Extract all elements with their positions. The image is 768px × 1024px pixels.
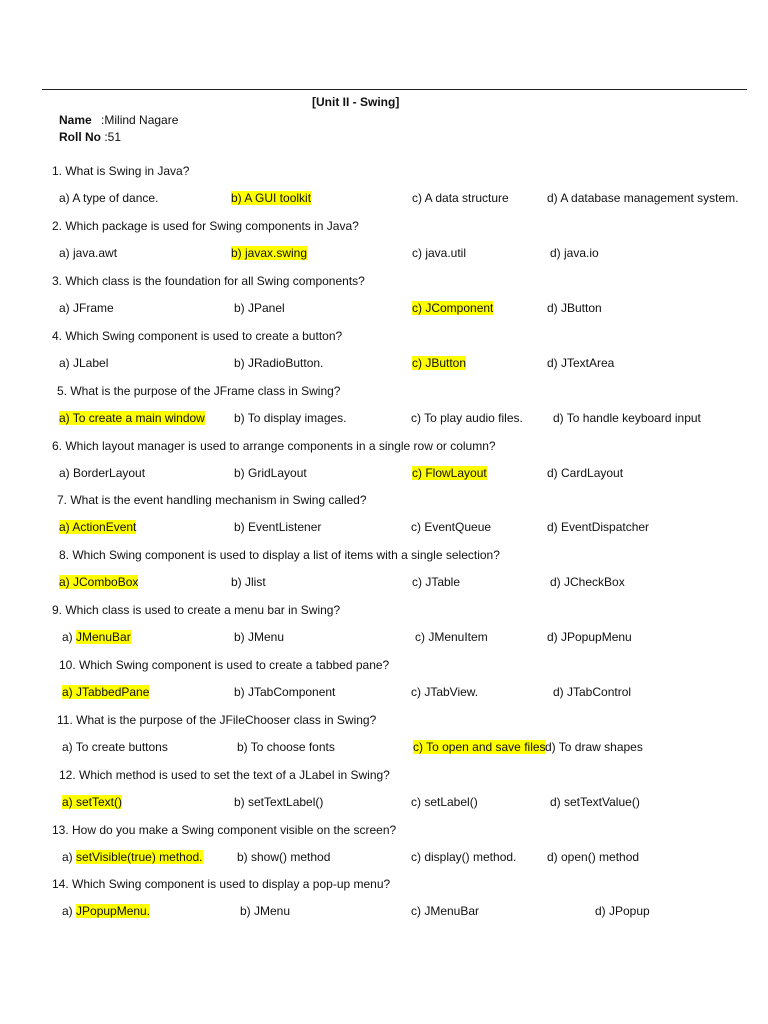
question-8-option-a [59,575,138,589]
option-text: d) setTextValue() [550,795,640,809]
question-1-option-b [231,191,311,205]
question-10-text: 10. Which Swing component is used to create a tabbed pane? [59,658,390,672]
option-text: a) JLabel [59,356,109,370]
option-text: c) setLabel() [411,795,478,809]
question-1-option-a [59,191,158,205]
question-5-text: 5. What is the purpose of the JFrame class in Swing? [57,384,341,398]
highlighted-answer: JMenuBar [76,630,131,644]
question-2-option-b [231,246,307,260]
highlighted-answer: b) javax.swing [231,246,308,260]
question-9-option-c [415,630,488,644]
question-13-option-c [411,850,516,864]
highlighted-answer: a) To create a main window [59,411,205,425]
question-12-text: 12. Which method is used to set the text of a JLabel in Swing? [59,768,390,782]
question-12-option-a [62,795,122,809]
question-11-option-a [62,740,168,754]
option-text: d) JPopup [595,904,650,918]
question-5-option-d [553,411,701,425]
option-text: d) java.io [550,246,599,260]
highlighted-answer: a) JComboBox [59,575,139,589]
question-13-option-b [237,850,330,864]
question-5-option-c [411,411,523,425]
option-text: d) A database management system. [547,191,739,205]
question-6-option-a [59,466,145,480]
question-7-option-b [234,520,321,534]
question-6-option-b [234,466,307,480]
question-13-text: 13. How do you make a Swing component visible on the screen? [52,823,397,837]
option-text: c) java.util [412,246,467,260]
question-4-option-d [547,356,614,370]
name-label: Name [59,113,92,127]
option-text: a) java.awt [59,246,118,260]
option-text: c) display() method. [411,850,517,864]
roll-label: Roll No [59,130,101,144]
option-text: d) To draw shapes [545,740,643,754]
highlighted-answer: c) JComponent [412,301,494,315]
option-text: d) EventDispatcher [547,520,650,534]
option-text: b) setTextLabel() [234,795,324,809]
roll-value: :51 [104,130,122,144]
option-text: b) Jlist [231,575,266,589]
question-11-option-c [413,740,546,754]
question-14-text: 14. Which Swing component is used to display a pop-up menu? [52,877,391,891]
option-text: a) A type of dance. [59,191,159,205]
question-12-option-b [234,795,323,809]
option-text: b) EventListener [234,520,322,534]
question-14-option-a [62,904,150,918]
option-text: d) JTabControl [553,685,632,699]
question-8-option-b [231,575,266,589]
question-9-option-a [62,630,131,644]
highlighted-answer: c) JButton [412,356,467,370]
question-4-option-a [59,356,108,370]
question-3-option-a [59,301,114,315]
roll-number-row [59,130,121,144]
option-text: d) JPopupMenu [547,630,632,644]
highlighted-answer: c) FlowLayout [412,466,487,480]
question-2-text: 2. Which package is used for Swing components in Java? [52,219,359,233]
highlighted-answer: c) To open and save files [413,740,546,754]
question-10-option-b [234,685,335,699]
option-text: b) JRadioButton. [234,356,324,370]
question-13-option-d [547,850,639,864]
student-name-row [59,113,178,127]
question-14-option-c [411,904,479,918]
option-text: d) JTextArea [547,356,615,370]
question-7-text: 7. What is the event handling mechanism in Swing called? [57,493,367,507]
question-12-option-d [550,795,640,809]
question-8-text: 8. Which Swing component is used to display a list of items with a single selection? [59,548,500,562]
question-7-option-c [411,520,491,534]
page-title: [Unit II - Swing] [312,95,400,109]
question-2-option-a [59,246,117,260]
question-2-option-c [412,246,466,260]
question-14-option-b [240,904,290,918]
option-text: a) BorderLayout [59,466,146,480]
option-text: b) show() method [237,850,331,864]
option-text: c) JTabView. [411,685,479,699]
option-text: c) To play audio files. [411,411,523,425]
option-prefix: a) [62,630,77,644]
option-prefix: a) [62,850,77,864]
question-13-option-a [62,850,203,864]
question-3-option-c [412,301,493,315]
question-5-option-a [59,411,205,425]
question-3-text: 3. Which class is the foundation for all Swing components? [52,274,365,288]
question-1-option-d [547,191,738,205]
option-text: d) JButton [547,301,602,315]
option-text: c) JMenuItem [415,630,488,644]
question-7-option-a [59,520,136,534]
option-text: b) To display images. [234,411,347,425]
question-10-option-d [553,685,631,699]
option-prefix: a) [62,904,77,918]
option-text: b) JTabComponent [234,685,336,699]
question-6-option-d [547,466,623,480]
question-11-option-d [545,740,643,754]
question-4-text: 4. Which Swing component is used to create a button? [52,329,343,343]
option-text: b) JMenu [234,630,285,644]
option-text: c) EventQueue [411,520,492,534]
question-4-option-c [412,356,466,370]
question-6-text: 6. Which layout manager is used to arrange components in a single row or column? [52,439,496,453]
question-9-option-d [547,630,632,644]
option-text: a) JFrame [59,301,114,315]
option-text: d) CardLayout [547,466,624,480]
option-text: c) A data structure [412,191,509,205]
question-10-option-a [62,685,149,699]
option-text: b) To choose fonts [237,740,335,754]
header-rule [42,89,747,90]
question-9-option-b [234,630,284,644]
question-3-option-b [234,301,285,315]
highlighted-answer: setVisible(true) method. [76,850,203,864]
highlighted-answer: a) JTabbedPane [62,685,150,699]
question-5-option-b [234,411,347,425]
option-text: c) JTable [412,575,461,589]
option-text: b) JMenu [240,904,291,918]
option-text: d) To handle keyboard input [553,411,701,425]
question-11-text: 11. What is the purpose of the JFileChooser class in Swing? [57,713,377,727]
option-text: a) To create buttons [62,740,168,754]
question-8-option-d [550,575,625,589]
question-1-text: 1. What is Swing in Java? [52,164,190,178]
option-text: c) JMenuBar [411,904,480,918]
highlighted-answer: b) A GUI toolkit [231,191,312,205]
option-text: b) GridLayout [234,466,307,480]
question-10-option-c [411,685,478,699]
question-1-option-c [412,191,509,205]
question-9-text: 9. Which class is used to create a menu bar in Swing? [52,603,341,617]
option-text: d) open() method [547,850,640,864]
question-3-option-d [547,301,602,315]
highlighted-answer: a) ActionEvent [59,520,137,534]
option-text: d) JCheckBox [550,575,625,589]
question-4-option-b [234,356,323,370]
question-11-option-b [237,740,335,754]
highlighted-answer: JPopupMenu. [76,904,151,918]
name-value: :Milind Nagare [101,113,179,127]
question-8-option-c [412,575,460,589]
highlighted-answer: a) setText() [62,795,123,809]
question-2-option-d [550,246,599,260]
question-12-option-c [411,795,478,809]
question-6-option-c [412,466,487,480]
question-7-option-d [547,520,649,534]
option-text: b) JPanel [234,301,285,315]
question-14-option-d [595,904,650,918]
